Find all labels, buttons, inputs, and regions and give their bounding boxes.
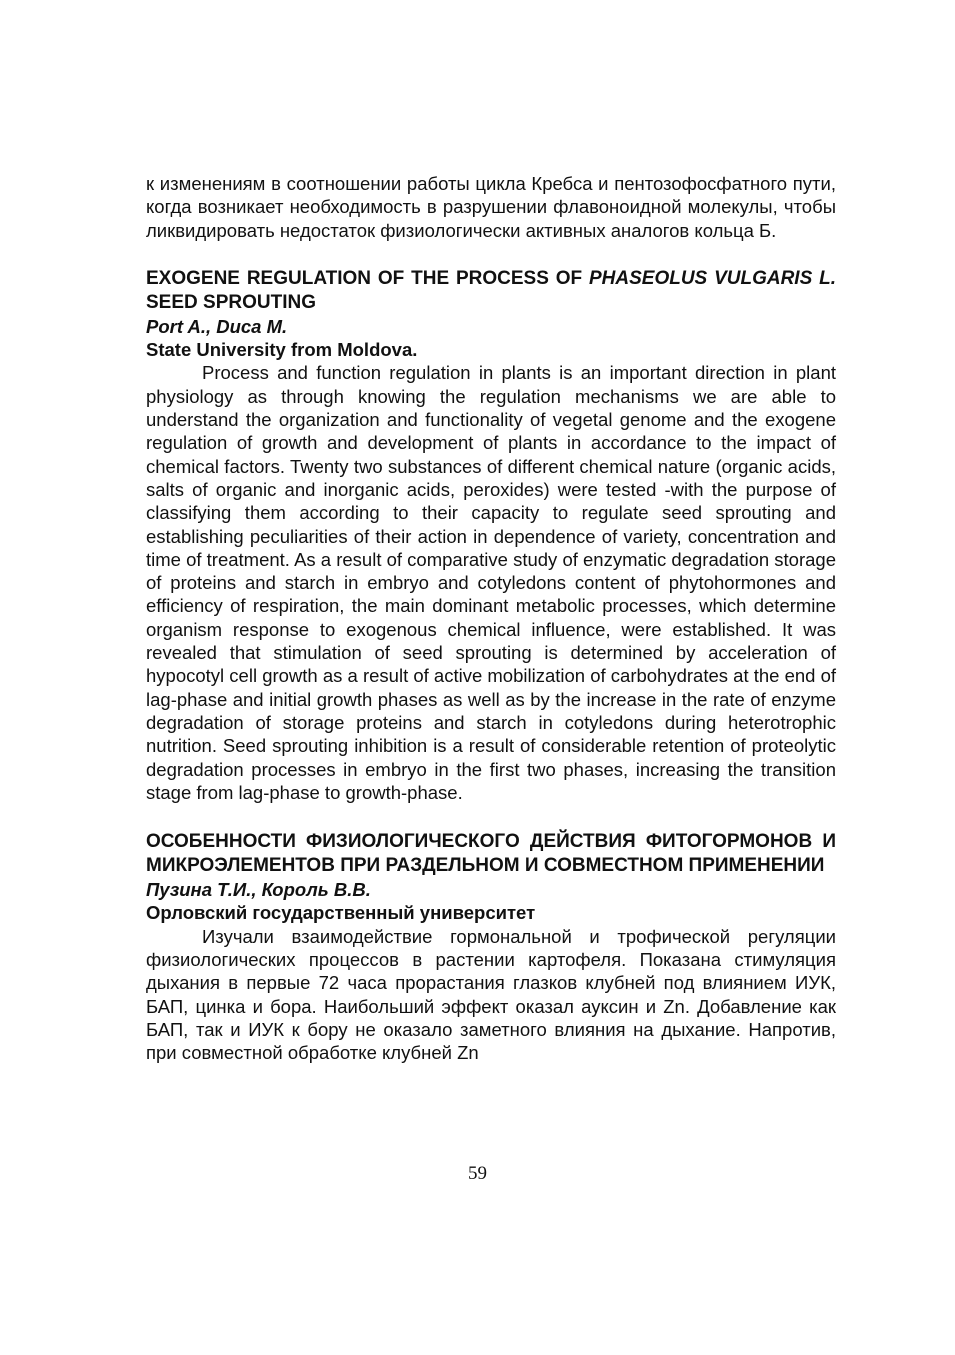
article-title: ОСОБЕННОСТИ ФИЗИОЛОГИЧЕСКОГО ДЕЙСТВИЯ ФИТОГОРМОНОВ И МИКРОЭЛЕМЕНТОВ ПРИ РАЗДЕЛЬНОМ И СОВМЕСТНОМ ПРИМЕНЕНИИ <box>146 831 836 877</box>
article-body: Process and function regulation in plants is an important direction in plant physiology as through knowing the regulation mechanisms we are able to understand the organization and functionality of vegetal genome and the exogene regulation of growth and development of plants in accordance to the impact of chemical factors. Twenty two substances of different chemical nature (organic acids, salts of organic and inorganic acids, peroxides) were tested -with the purpose of classifying them according to their capacity to regulate seed sprouting and establishing peculiarities of their action in dependence of variety, concentration and time of treatment. As a result of comparative study of enzymatic degradation storage of proteins and starch in embryo and cotyledons content of phytohormones and efficiency of respiration, the main dominant metabolic processes, which determine organism response to exogenous chemical influence, were established. It was revealed that stimulation of seed sprouting is determined by acceleration of hypocotyl cell growth as a result of active mobilization of carbohydrates at the end of lag-phase and initial growth phases as well as by the increase in the rate of enzyme degradation of storage proteins and starch in cotyledons during heterotrophic nutrition. Seed sprouting inhibition is a result of considerable retention of proteolytic degradation processes in embryo in the first two phases, increasing the transition stage from lag-phase to growth-phase. <box>146 362 837 803</box>
page-number: 59 <box>468 1163 487 1184</box>
article-title-part1: EXOGENE REGULATION OF THE PROCESS OF <box>146 267 589 289</box>
article-affiliation: State University from Moldova. <box>146 339 418 361</box>
article-body: Изучали взаимодействие гормональной и трофической регуляции физиологических процессов в растении картофеля. Показана стимуляция дыхания в первые 72 часа прорастания глазков клубней под влиянием ИУК, БАП, цинка и бора. Наибольший эффект оказал ауксин и Zn. Добавление как БАП, так и ИУК к бору не оказало заметного влияния на дыхание. Напротив, при совместной обработке клубней Zn <box>146 925 836 1064</box>
article-title-species: PHASEOLUS VULGARIS L. <box>588 267 836 289</box>
section-spacer <box>146 242 836 267</box>
article-exogene-regulation <box>146 267 836 804</box>
article-title <box>146 267 836 315</box>
intro-paragraph: к изменениям в соотношении работы цикла Кребса и пентозофосфатного пути, когда возникает необходимость в разрушении флавоноидной молекулы, чтобы ликвидировать недостаток физиологически активных аналогов кольца Б. <box>146 173 836 241</box>
article-phytohormones <box>146 830 836 1064</box>
section-spacer <box>146 804 836 830</box>
article-authors: Пузина Т.И., Король В.В. <box>146 879 371 901</box>
article-affiliation: Орловский государственный университет <box>146 902 536 924</box>
article-authors: Port A., Duca M. <box>146 315 288 337</box>
page-content <box>146 172 836 1065</box>
article-title-part2: SEED SPROUTING <box>146 291 316 313</box>
